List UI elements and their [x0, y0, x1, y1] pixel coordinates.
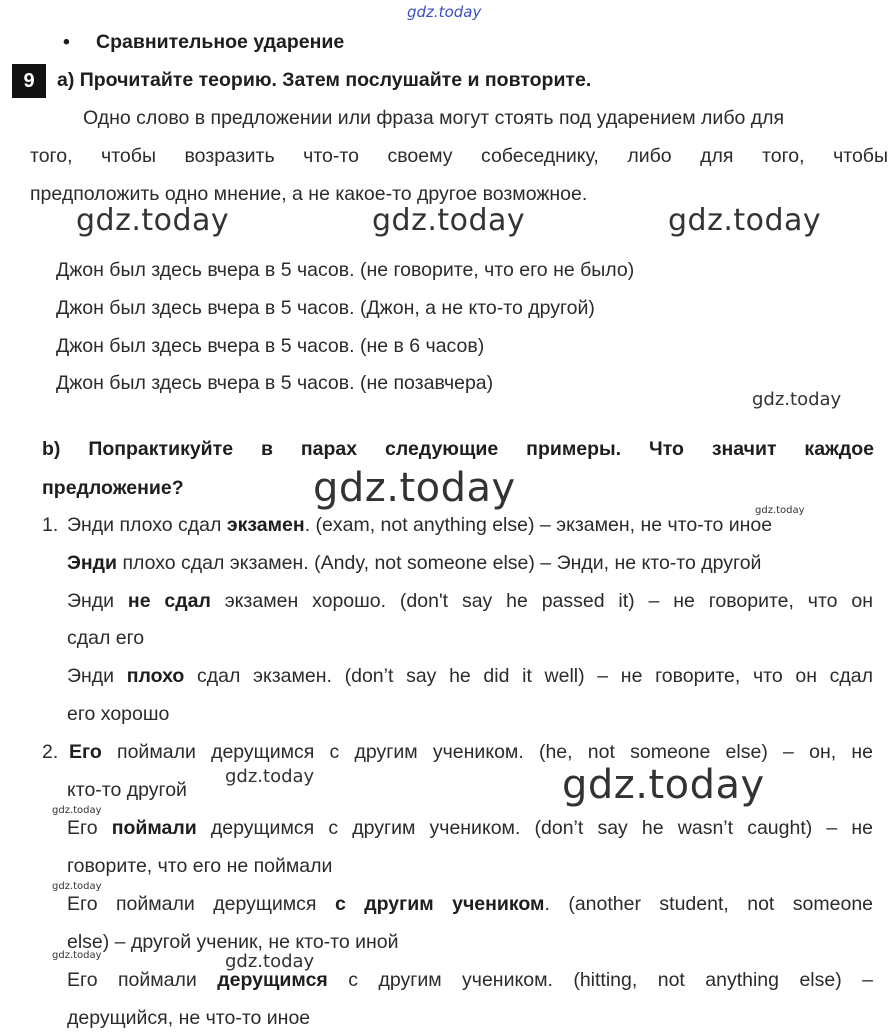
section-heading: Сравнительное ударение [96, 31, 345, 53]
sentence-2-4: Его поймали дерущимся с другим учеником. (hitting, not anything else) – [67, 969, 873, 991]
example-3: Джон был здесь вчера в 5 часов. (не в 6 часов) [56, 335, 485, 357]
part-b-title: b) Попрактикуйте в парах следующие примеры. Что значит каждое [42, 438, 874, 460]
sentence-2-2: Его поймали дерущимся с другим учеником. (don’t say he wasn’t caught) – не [67, 817, 873, 839]
sentence-1-4: Энди плохо сдал экзамен. (don’t say he did it well) – не говорите, что он сдал [67, 665, 873, 687]
exercise-number-badge: 9 [12, 64, 46, 98]
item-number: 1. [42, 514, 59, 536]
watermark: gdz.today [562, 762, 765, 808]
sentence-1-3: Энди не сдал экзамен хорошо. (don't say he passed it) – не говорите, что он [67, 590, 873, 612]
watermark: gdz.today [52, 881, 102, 892]
watermark: gdz.today [52, 805, 102, 816]
sentence-2-2-cont: говорите, что его не поймали [67, 855, 333, 877]
watermark: gdz.today [668, 203, 822, 238]
item-number: 2. [42, 741, 59, 763]
sentence-2-3: Его поймали дерущимся с другим учеником. (another student, not someone [67, 893, 874, 915]
sentence-2-3-cont: else) – другой ученик, не кто-то иной [67, 931, 399, 953]
sentence-1-1: Энди плохо сдал экзамен. (exam, not anything else) – экзамен, не что-то иное [67, 514, 773, 536]
example-4: Джон был здесь вчера в 5 часов. (не позавчера) [56, 372, 494, 394]
watermark: gdz.today [372, 203, 526, 238]
sentence-1-2: Энди плохо сдал экзамен. (Andy, not someone else) – Энди, не кто-то другой [67, 552, 762, 574]
sentence-2-1-cont: кто-то другой [67, 779, 187, 801]
example-2: Джон был здесь вчера в 5 часов. (Джон, а не кто-то другой) [56, 297, 595, 319]
watermark: gdz.today [225, 951, 315, 972]
part-b-title-cont: предложение? [42, 477, 184, 499]
theory-line-1: Одно слово в предложении или фраза могут стоять под ударением либо для [83, 107, 785, 129]
watermark: gdz.today [76, 203, 230, 238]
watermark: gdz.today [225, 766, 315, 787]
watermark: gdz.today [52, 950, 102, 961]
theory-line-3: предположить одно мнение, а не какое-то другое возможное. [30, 183, 588, 205]
watermark: gdz.today [755, 505, 805, 516]
sentence-2-4-cont: дерущийся, не что-то иное [67, 1007, 311, 1029]
example-1: Джон был здесь вчера в 5 часов. (не говорите, что его не было) [56, 259, 635, 281]
watermark-top: gdz.today [407, 3, 482, 21]
watermark: gdz.today [313, 465, 516, 511]
watermark: gdz.today [752, 389, 842, 410]
sentence-1-3-cont: сдал его [67, 627, 145, 649]
part-a-title: a) Прочитайте теорию. Затем послушайте и повторите. [57, 69, 592, 91]
bullet-icon: • [63, 31, 70, 53]
sentence-1-4-cont: его хорошо [67, 703, 170, 725]
sentence-2-1: Его поймали дерущимся с другим учеником. (he, not someone else) – он, не [69, 741, 873, 763]
theory-line-2: того, чтобы возразить что-то своему собеседнику, либо для того, чтобы [30, 145, 888, 167]
